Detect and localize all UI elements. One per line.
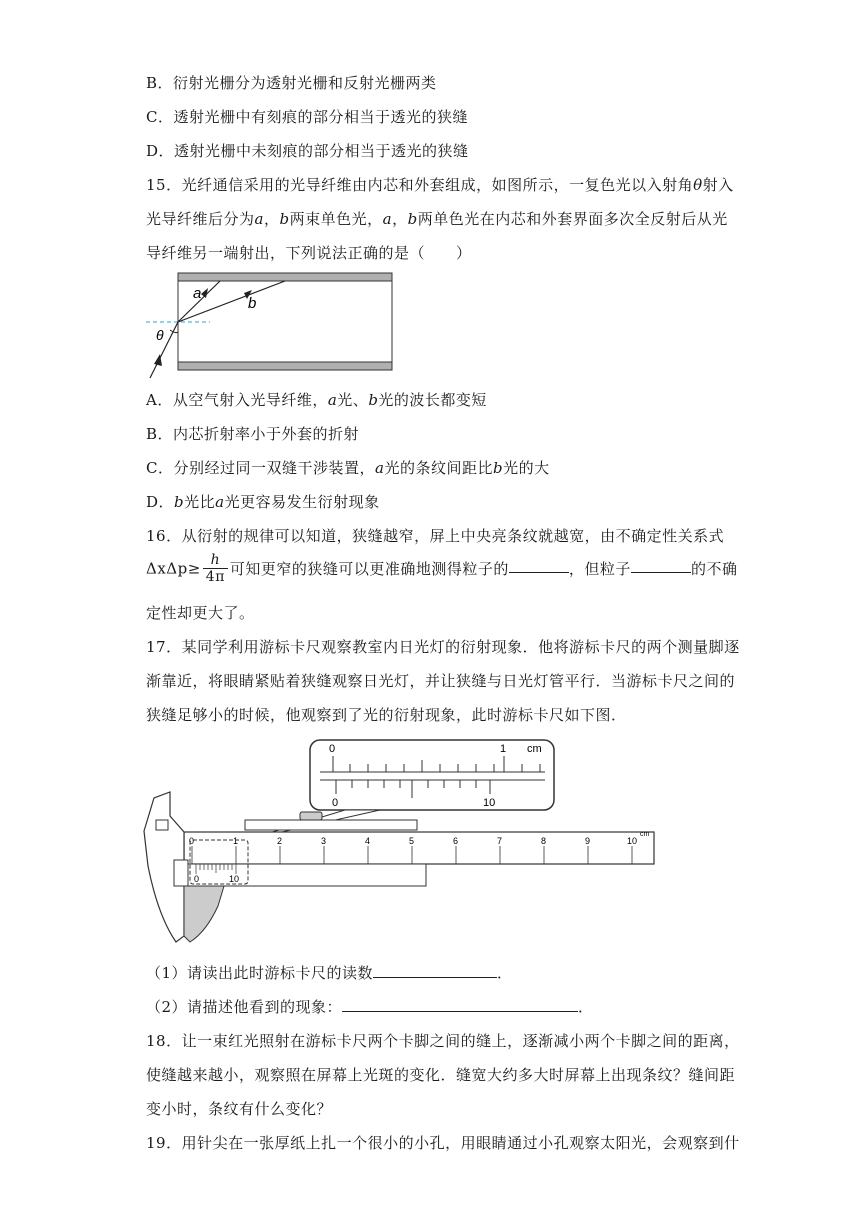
main-beam: [184, 832, 654, 864]
var-b: b: [492, 459, 504, 477]
answer-blank[interactable]: [631, 558, 691, 573]
q15-text: D．: [146, 493, 175, 511]
var-a: a: [254, 210, 264, 228]
incident-ray: [150, 322, 178, 378]
q15-text: 射入: [702, 176, 734, 194]
main-scale-0: 0: [189, 836, 195, 846]
main-scale-1: 1: [233, 836, 239, 846]
answer-blank[interactable]: [373, 963, 497, 978]
q17-stem-line2: 渐靠近，将眼睛紧贴着狭缝观察日光灯，并让狭缝与日光灯管平行．当游标卡尺之间的: [146, 672, 736, 690]
answer-blank[interactable]: [342, 997, 578, 1012]
q18-stem-line2: 使缝越来越小，观察照在屏幕上光斑的变化．缝宽大约多大时屏幕上出现条纹？缝间距: [146, 1066, 736, 1084]
q14-option-d: D．透射光栅中未刻痕的部分相当于透光的狭缝: [146, 142, 469, 160]
q17-stem-line3: 狭缝足够小的时候，他观察到了光的衍射现象，此时游标卡尺如下图．: [146, 706, 627, 724]
q14-option-c: C．透射光栅中有刻痕的部分相当于透光的狭缝: [146, 108, 468, 126]
main-scale-5: 5: [409, 836, 415, 846]
q19-stem-line1: 19．用针尖在一张厚纸上扎一个很小的小孔，用眼睛通过小孔观察太阳光，会观察到什: [146, 1134, 740, 1152]
vernier-handle: [174, 860, 188, 886]
q15-text: 光更容易发生衍射现象: [224, 493, 380, 511]
theta-symbol: θ: [693, 176, 703, 194]
zoom-unit-label: cm: [527, 743, 542, 755]
label-b: b: [248, 295, 257, 312]
q17-text: ．: [578, 998, 594, 1016]
main-scale-9: 9: [585, 836, 591, 846]
var-a: a: [327, 391, 338, 409]
q17-text: （1）请读出此时游标卡尺的读数: [146, 964, 374, 982]
zoom-vernier-label-0: 0: [332, 797, 339, 809]
zoom-main-label-1: 1: [500, 743, 507, 755]
fixed-jaw-notch: [156, 820, 168, 830]
q15-option-a: [146, 389, 487, 410]
q15-text: 两单色光在内芯和外套界面多次全反射后从光: [417, 210, 728, 228]
ray-a-arrow: [201, 288, 208, 298]
var-b: b: [368, 391, 379, 409]
q16-text: 的不确: [690, 560, 738, 578]
frac-numerator: h: [203, 552, 228, 569]
main-scale-unit: cm: [640, 831, 650, 838]
fiber-cladding-bottom: [178, 362, 392, 370]
q15-text: 两束单色光，: [289, 210, 383, 228]
var-a: a: [374, 459, 385, 477]
main-scale-3: 3: [321, 836, 327, 846]
label-a: a: [193, 285, 202, 302]
q15-text: 光比: [184, 493, 216, 511]
q15-stem-line1: [146, 174, 734, 195]
q15-text: C．分别经过同一双缝干涉装置，: [146, 459, 375, 477]
q16-stem-line3: 定性却更大了。: [146, 604, 255, 622]
movable-jaw: [184, 886, 224, 942]
frac-denominator: 4π: [205, 569, 225, 585]
var-b: b: [407, 210, 418, 228]
main-scale-6: 6: [453, 836, 459, 846]
screw-knob: [300, 812, 322, 820]
vernier-label-0: 0: [194, 874, 200, 884]
main-scale-4: 4: [365, 836, 371, 846]
var-a: a: [215, 493, 225, 511]
zoom-vernier-label-10: 10: [483, 797, 496, 809]
var-a: a: [382, 210, 393, 228]
zoom-main-label-0: 0: [329, 743, 336, 755]
q18-stem-line1: 18．让一束红光照射在游标卡尺两个卡脚之间的缝上，逐渐减小两个卡脚之间的距离，: [146, 1032, 740, 1050]
q18-stem-line3: 变小时，条纹有什么变化？: [146, 1100, 333, 1118]
q16-text: 可知更窄的狭缝可以更准确地测得粒子的: [229, 560, 509, 578]
main-scale-10: 10: [627, 836, 638, 846]
q15-option-d: [146, 491, 380, 512]
var-b: b: [279, 210, 290, 228]
fiber-cladding-top: [178, 273, 392, 281]
q15-stem-line3: 导纤维另一端射出，下列说法正确的是（ ）: [146, 244, 472, 262]
formula-fraction: [203, 552, 228, 585]
main-scale-2: 2: [277, 836, 283, 846]
main-scale-7: 7: [497, 836, 503, 846]
q16-text: ，但粒子: [568, 560, 631, 578]
q17-sub1: [146, 962, 513, 983]
vernier-caliper-figure: [140, 736, 660, 946]
q15-text: 光的条纹间距比: [384, 459, 493, 477]
q15-text: ，: [392, 210, 408, 228]
q15-text: 光导纤维后分为: [146, 210, 255, 228]
answer-blank[interactable]: [509, 558, 569, 573]
zoom-box: [310, 740, 554, 810]
q17-text: （2）请描述他看到的现象：: [146, 998, 343, 1016]
q17-sub2: [146, 996, 594, 1017]
var-b: b: [174, 493, 185, 511]
q15-text: ，: [263, 210, 280, 228]
vernier-slider-top: [245, 820, 417, 830]
q15-text: 15．光纤通信采用的光导纤维由内芯和外套组成，如图所示，一复色光以入射角: [146, 176, 694, 194]
q15-stem-line2: [146, 208, 728, 229]
q16-stem-line2: [146, 552, 737, 592]
q15-text: 光的大: [503, 459, 550, 477]
q17-stem-line1: 17．某同学利用游标卡尺观察教室内日光灯的衍射现象．他将游标卡尺的两个测量脚逐: [146, 638, 740, 656]
q17-text: ．: [497, 964, 513, 982]
q15-text: 光的波长都变短: [378, 391, 487, 409]
vernier-label-10: 10: [229, 874, 240, 884]
main-scale-8: 8: [541, 836, 547, 846]
optical-fiber-figure: [140, 268, 400, 384]
label-theta: θ: [156, 327, 164, 343]
q16-stem-line1: 16．从衍射的规律可以知道，狭缝越窄，屏上中央亮条纹就越宽，由不确定性关系式: [146, 527, 725, 545]
q14-option-b: B．衍射光栅分为透射光栅和反射光栅两类: [146, 74, 437, 92]
formula-lhs: ΔxΔp≥: [146, 559, 201, 578]
q15-text: A．从空气射入光导纤维，: [146, 391, 328, 409]
q15-text: 光、: [337, 391, 369, 409]
q15-option-c: [146, 457, 550, 478]
q15-option-b: B．内芯折射率小于外套的折射: [146, 425, 360, 443]
